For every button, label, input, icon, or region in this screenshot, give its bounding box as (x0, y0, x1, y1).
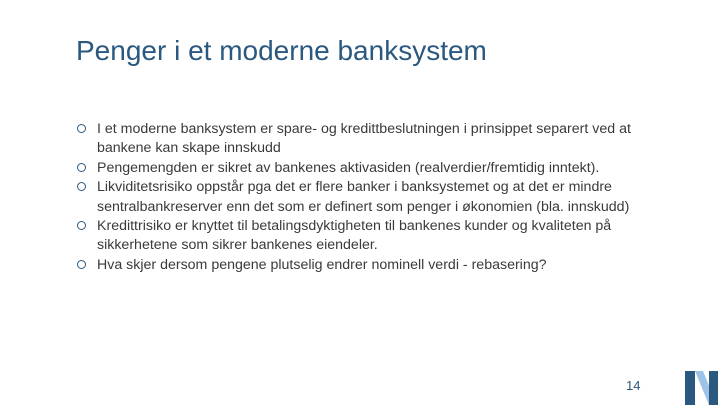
bullet-circle-icon (77, 182, 86, 191)
bullet-text: Pengemengden er sikret av bankenes aktivasiden (realverdier/fremtidig inntekt). (97, 159, 600, 176)
bullet-item (77, 159, 637, 178)
bullet-text: Kredittrisiko er knyttet til betalingsdyktigheten til bankenes kunder og kvaliteten på sikkerhetene som sikrer bankenes eiendeler. (97, 218, 612, 254)
bullet-item (77, 120, 637, 159)
bullet-text: Likviditetsrisiko oppstår pga det er flere banker i banksystemet og at det er mindre sentralbankreserver enn det som er definert som penger i økonomien (bla. innskudd) (97, 179, 630, 215)
logo-left-bar (685, 371, 695, 405)
bullet-text: I et moderne banksystem er spare- og kredittbeslutningen i prinsippet separert ved at bankene kan skape innskudd (97, 121, 631, 157)
bullet-item (77, 178, 637, 217)
bullet-circle-icon (77, 124, 86, 133)
n-logo-icon (676, 366, 720, 405)
bullet-circle-icon (77, 260, 86, 269)
bullet-circle-icon (77, 163, 86, 172)
bullet-text: Hva skjer dersom pengene plutselig endrer nominell verdi - rebasering? (97, 256, 547, 273)
bullet-item (77, 256, 637, 275)
bullet-item (77, 217, 637, 256)
bullet-list (77, 120, 637, 275)
bullet-circle-icon (77, 221, 86, 230)
page-number: 14 (626, 378, 641, 393)
slide-title: Penger i et moderne banksystem (76, 35, 487, 66)
logo-right-bar (709, 371, 718, 405)
